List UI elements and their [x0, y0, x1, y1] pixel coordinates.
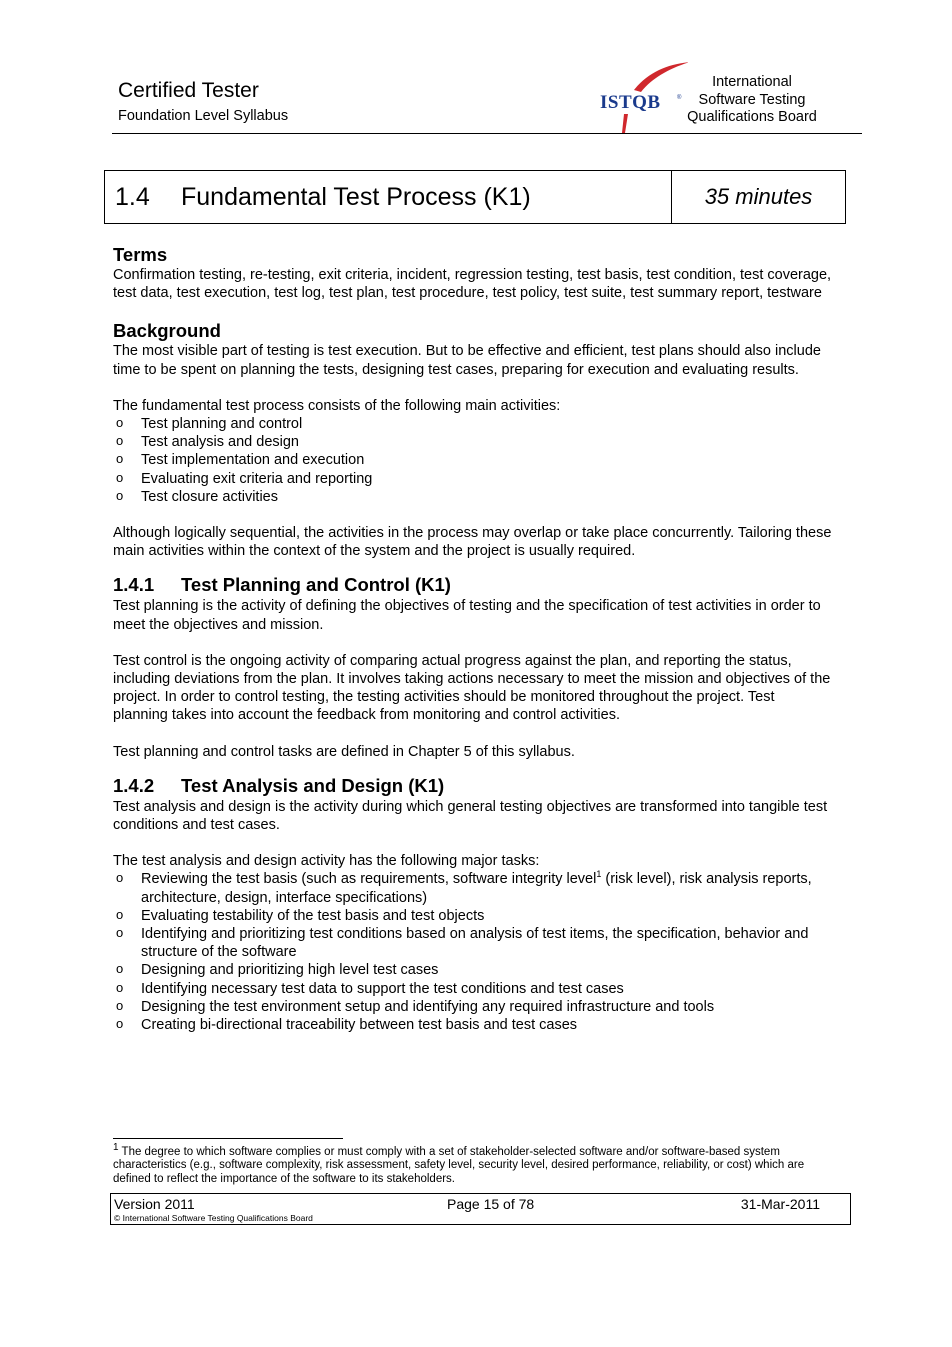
header-title: Certified Tester — [118, 79, 259, 102]
footnote-ref[interactable]: 1 — [596, 869, 602, 880]
section-duration: 35 minutes — [704, 184, 813, 209]
list-item: o Test planning and control — [113, 415, 833, 433]
subsection-1-title: Test Planning and Control (K1) — [181, 574, 451, 596]
list-item: o Test closure activities — [113, 488, 833, 506]
logo-trademark: ® — [677, 95, 682, 101]
sub2-para-1: Test analysis and design is the activity during which general testing objectives are transformed into tangible test conditions and test cases. — [113, 798, 828, 834]
footnote-mark: 1 — [113, 1142, 119, 1154]
page-footer — [110, 1193, 851, 1225]
section-title — [105, 171, 672, 223]
list-item: o Identifying and prioritizing test conditions based on analysis of test items, the specification, behavior and structure of the software — [113, 925, 833, 961]
footnote-text: The degree to which software complies or must comply with a set of stakeholder-selected software and/or software-based system characteristics (e.g., software complexity, risk assessment, safety level, security level, desired performance, reliability, or cost) which are defined to reflect the importance of the software to its stakeholders. — [113, 1146, 805, 1185]
footer-page-number: Page 15 of 78 — [447, 1196, 535, 1212]
list-item: o Creating bi-directional traceability between test basis and test cases — [113, 1016, 833, 1034]
footer-copyright: © International Software Testing Qualifications Board — [114, 1213, 313, 1223]
page-header-left — [118, 78, 288, 125]
sub1-para-2: Test control is the ongoing activity of comparing actual progress against the plan, and reporting the status, including deviations from the plan. It involves taking actions necessary to meet the mission and objectives of the project. In order to control testing, the testing activities should be monitored throughout the project. Test planning takes into account the feedback from monitoring and control activities. — [113, 652, 831, 724]
logo-text: ISTQB — [600, 92, 661, 113]
org-line-2: Software Testing — [698, 91, 806, 108]
sub1-para-3: Test planning and control tasks are defined in Chapter 5 of this syllabus. — [113, 743, 575, 760]
section-number: 1.4 — [115, 182, 150, 211]
terms-text: Confirmation testing, re-testing, exit criteria, incident, regression testing, test basis, test condition, test coverage, test data, test execution, test log, test plan, test procedure, test policy, test suite, test summary report, testware — [113, 267, 832, 302]
task-1-text-cont: (risk level), risk analysis reports, architecture, design, interface specifications) — [141, 871, 812, 906]
list-item: o Designing the test environment setup and identifying any required infrastructure and tools — [113, 998, 833, 1016]
activities-list — [113, 415, 833, 506]
footnote — [113, 1142, 833, 1186]
subsection-1-number: 1.4.1 — [113, 574, 155, 596]
subsection-2-title: Test Analysis and Design (K1) — [181, 774, 445, 796]
org-name — [678, 74, 826, 127]
body-content — [113, 244, 833, 1034]
istqb-logo — [598, 58, 688, 134]
footer-version: Version 2011 — [114, 1196, 195, 1212]
header-subtitle: Foundation Level Syllabus — [118, 108, 289, 124]
background-para-1: The most visible part of testing is test execution. But to be effective and efficient, test plans should also include time to be spent on planning the tests, designing test cases, preparing for execution and evaluating results. — [113, 343, 821, 378]
section-heading-box — [104, 170, 846, 224]
section-title-text: Fundamental Test Process (K1) — [181, 182, 531, 211]
list-item — [113, 870, 833, 906]
list-item: o Test analysis and design — [113, 433, 833, 451]
tasks-list — [113, 870, 833, 1034]
background-heading: Background — [113, 320, 221, 342]
background-para-3: Although logically sequential, the activities in the process may overlap or take place concurrently. Tailoring these main activities within the context of the system and the project is usually required. — [113, 525, 832, 560]
task-1-text: Reviewing the test basis (such as requirements, software integrity level — [141, 871, 597, 888]
list-item: o Designing and prioritizing high level test cases — [113, 961, 833, 979]
subsection-2-heading — [113, 775, 833, 797]
list-item: o Identifying necessary test data to support the test conditions and test cases — [113, 980, 833, 998]
subsection-2-number: 1.4.2 — [113, 774, 155, 796]
sub2-para-2: The test analysis and design activity has the following major tasks: — [113, 853, 540, 870]
list-item: o Test implementation and execution — [113, 451, 833, 469]
terms-heading: Terms — [113, 244, 168, 265]
subsection-1-heading — [113, 574, 833, 596]
footnote-divider — [113, 1138, 343, 1139]
sub1-para-1: Test planning is the activity of defining the objectives of testing and the specification of test activities in order to meet the objectives and mission. — [113, 598, 821, 633]
list-item: o Evaluating testability of the test basis and test objects — [113, 907, 833, 925]
list-item: o Evaluating exit criteria and reporting — [113, 470, 833, 488]
org-line-3: Qualifications Board — [687, 109, 817, 125]
footer-date: 31-Mar-2011 — [740, 1196, 820, 1212]
header-divider — [112, 133, 862, 134]
org-line-1: International — [712, 74, 792, 90]
background-para-2: The fundamental test process consists of the following main activities: — [113, 397, 561, 414]
logo-swoosh-tail-icon — [622, 114, 628, 133]
